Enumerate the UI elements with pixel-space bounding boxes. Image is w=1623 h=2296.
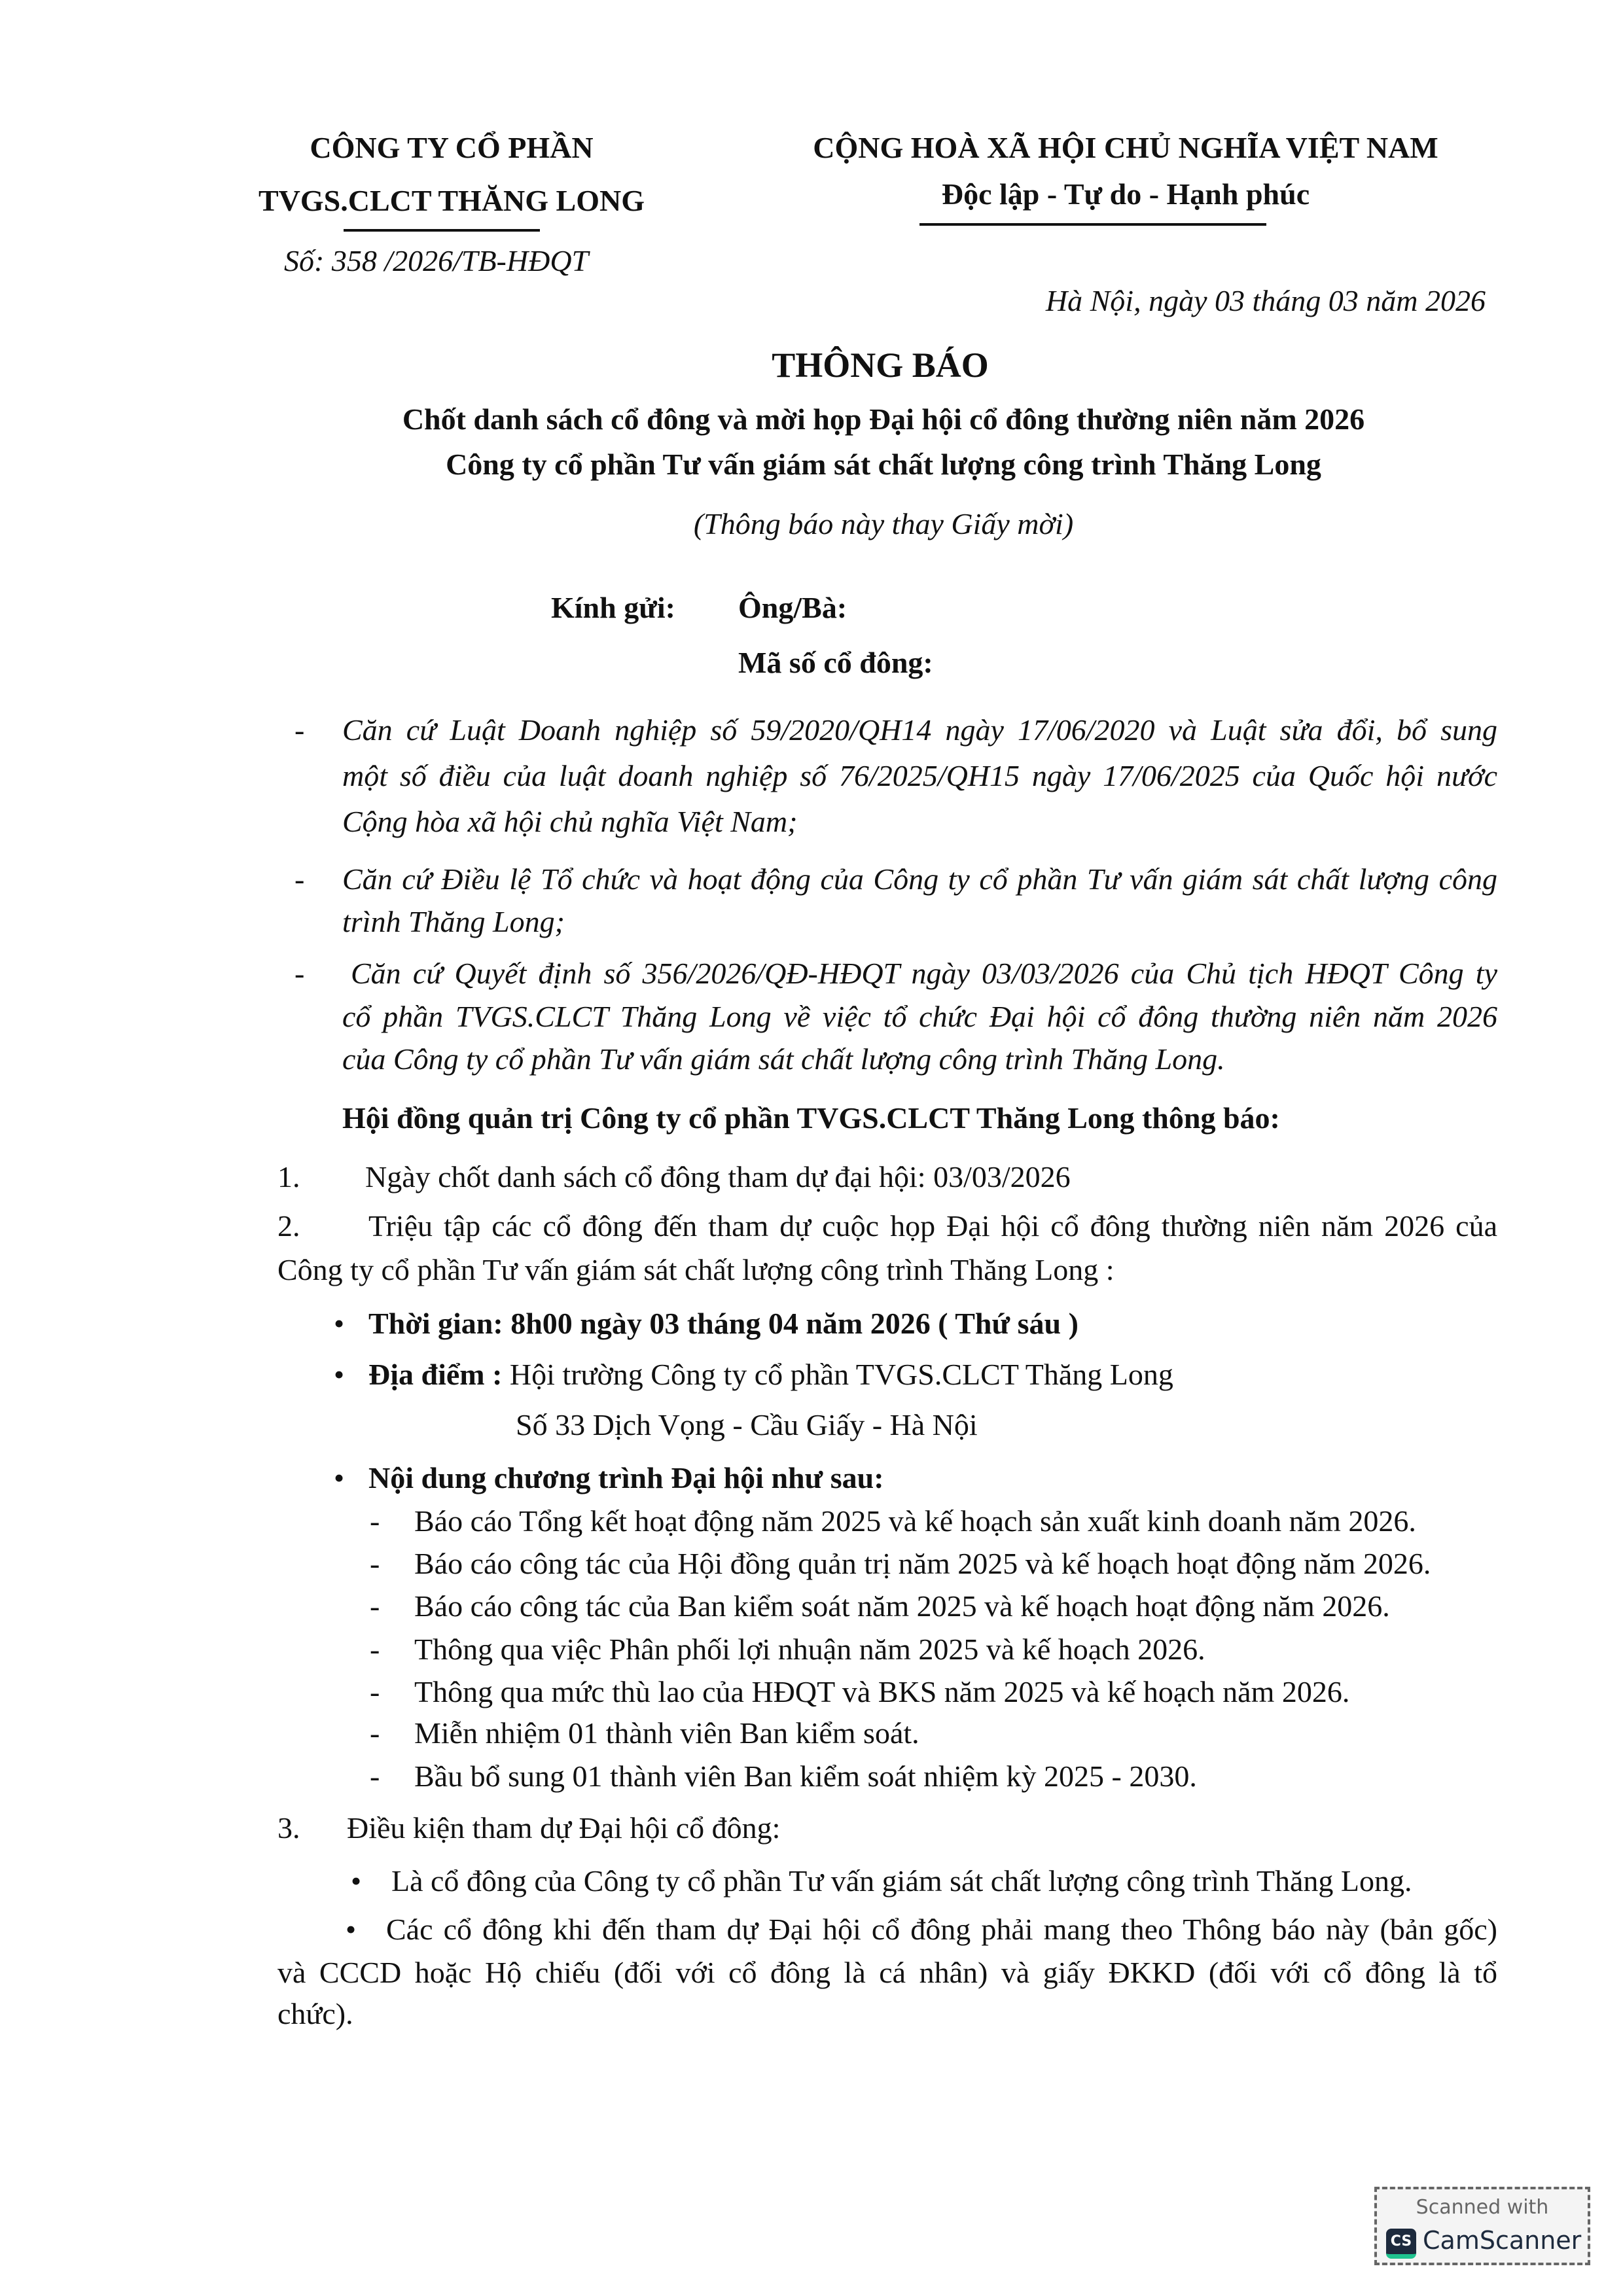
basis-1-line: Căn cứ Luật Doanh nghiệp số 59/2020/QH14 ngày 17/06/2020 và Luật sửa đổi, bổ sung bbox=[342, 713, 1497, 747]
agenda-item: Báo cáo công tác của Ban kiểm soát năm 2025 và kế hoạch hoạt động năm 2026. bbox=[414, 1589, 1390, 1623]
item-number: 1. bbox=[277, 1160, 300, 1193]
dash-bullet: - bbox=[294, 713, 305, 747]
meeting-time: Thời gian: 8h00 ngày 03 tháng 04 năm 2026 ( Thứ sáu ) bbox=[368, 1307, 1079, 1340]
place-date: Hà Nội, ngày 03 tháng 03 năm 2026 bbox=[1045, 284, 1486, 317]
bullet: • bbox=[351, 1864, 362, 1898]
dash-bullet: - bbox=[370, 1716, 380, 1750]
meeting-place bbox=[368, 1356, 1173, 1393]
item-number: 3. bbox=[277, 1811, 300, 1845]
agenda-item: Thông qua mức thù lao của HĐQT và BKS năm 2025 và kế hoạch năm 2026. bbox=[414, 1675, 1350, 1708]
document-title: THÔNG BÁO bbox=[772, 345, 989, 385]
company-name-line2: TVGS.CLCT THĂNG LONG bbox=[258, 184, 645, 217]
agenda-label: Nội dung chương trình Đại hội như sau: bbox=[368, 1461, 884, 1494]
basis-3-line: cổ phần TVGS.CLCT Thăng Long về việc tổ chức Đại hội cổ đông thường niên năm 2026 bbox=[342, 1000, 1497, 1033]
place-label: Địa điểm : bbox=[368, 1358, 503, 1391]
basis-3-line: của Công ty cổ phần Tư vấn giám sát chất lượng công trình Thăng Long. bbox=[342, 1042, 1225, 1076]
bullet: • bbox=[334, 1358, 345, 1391]
nation-title: CỘNG HOÀ XÃ HỘI CHỦ NGHĨA VIỆT NAM bbox=[813, 131, 1438, 164]
basis-3-line: Căn cứ Quyết định số 356/2026/QĐ-HĐQT ngày 03/03/2026 của Chủ tịch HĐQT Công ty bbox=[351, 957, 1497, 990]
dash-bullet: - bbox=[370, 1504, 380, 1538]
basis-1-line: Cộng hòa xã hội chủ nghĩa Việt Nam; bbox=[342, 805, 798, 838]
title-subtitle-2: Công ty cổ phần Tư vấn giám sát chất lượng công trình Thăng Long bbox=[446, 448, 1321, 481]
dash-bullet: - bbox=[370, 1589, 380, 1623]
condition-2-cont: và CCCD hoặc Hộ chiếu (đối với cổ đông là cá nhân) và giấy ĐKKD (đối với cổ đông là tổ bbox=[277, 1956, 1497, 1989]
camscanner-logo-icon: CS bbox=[1386, 2229, 1416, 2259]
condition-2-end: chức). bbox=[277, 1997, 353, 2030]
dash-bullet: - bbox=[370, 1633, 380, 1666]
agenda-item: Bầu bổ sung 01 thành viên Ban kiểm soát nhiệm kỳ 2025 - 2030. bbox=[414, 1759, 1197, 1793]
announce-intro: Hội đồng quản trị Công ty cổ phần TVGS.CLCT Thăng Long thông báo: bbox=[342, 1101, 1280, 1135]
meeting-invitation-cont: Công ty cổ phần Tư vấn giám sát chất lượng công trình Thăng Long : bbox=[277, 1253, 1115, 1286]
recipient-name-label: Ông/Bà: bbox=[738, 591, 847, 624]
agenda-item: Báo cáo công tác của Hội đồng quản trị năm 2025 và kế hoạch hoạt động năm 2026. bbox=[414, 1547, 1431, 1580]
bullet: • bbox=[334, 1307, 345, 1340]
title-note: (Thông báo này thay Giấy mời) bbox=[693, 507, 1074, 540]
place-value: Hội trường Công ty cổ phần TVGS.CLCT Thăng Long bbox=[509, 1358, 1173, 1391]
camscanner-watermark bbox=[1374, 2187, 1590, 2265]
basis-2-line: Căn cứ Điều lệ Tổ chức và hoạt động của Công ty cổ phần Tư vấn giám sát chất lượng công bbox=[342, 862, 1497, 896]
condition-1: Là cổ đông của Công ty cổ phần Tư vấn giám sát chất lượng công trình Thăng Long. bbox=[391, 1864, 1412, 1898]
basis-2-line: trình Thăng Long; bbox=[342, 905, 565, 938]
item-number: 2. bbox=[277, 1209, 300, 1243]
watermark-text: Scanned with bbox=[1416, 2196, 1549, 2219]
shareholder-code-label: Mã số cổ đông: bbox=[738, 646, 933, 679]
agenda-item: Thông qua việc Phân phối lợi nhuận năm 2025 và kế hoạch 2026. bbox=[414, 1633, 1205, 1666]
dash-bullet: - bbox=[370, 1547, 380, 1580]
dash-bullet: - bbox=[294, 862, 305, 896]
dash-bullet: - bbox=[370, 1675, 380, 1708]
condition-2: Các cổ đông khi đến tham dự Đại hội cổ đông phải mang theo Thông báo này (bản gốc) bbox=[386, 1913, 1497, 1946]
motto-underline bbox=[919, 223, 1266, 226]
company-name-line1: CÔNG TY CỔ PHẦN bbox=[310, 131, 594, 164]
meeting-address: Số 33 Dịch Vọng - Cầu Giấy - Hà Nội bbox=[516, 1408, 978, 1441]
agenda-item: Miễn nhiệm 01 thành viên Ban kiểm soát. bbox=[414, 1716, 919, 1750]
agenda-item: Báo cáo Tổng kết hoạt động năm 2025 và kế hoạch sản xuất kinh doanh năm 2026. bbox=[414, 1504, 1416, 1538]
bullet: • bbox=[346, 1913, 357, 1946]
dash-bullet: - bbox=[370, 1759, 380, 1793]
document-number: Số: 358 /2026/TB-HĐQT bbox=[284, 244, 589, 277]
recipient-label: Kính gửi: bbox=[551, 591, 675, 624]
meeting-invitation: Triệu tập các cổ đông đến tham dự cuộc họp Đại hội cổ đông thường niên năm 2026 của bbox=[368, 1209, 1497, 1243]
dash-bullet: - bbox=[294, 957, 305, 990]
record-date: Ngày chốt danh sách cổ đông tham dự đại hội: 03/03/2026 bbox=[365, 1160, 1071, 1193]
bullet: • bbox=[334, 1461, 345, 1494]
title-subtitle-1: Chốt danh sách cổ đông và mời họp Đại hội cổ đông thường niên năm 2026 bbox=[402, 402, 1365, 436]
basis-1-line: một số điều của luật doanh nghiệp số 76/2025/QH15 ngày 17/06/2025 của Quốc hội nước bbox=[342, 759, 1497, 792]
watermark-brand: CamScanner bbox=[1423, 2226, 1582, 2255]
conditions-label: Điều kiện tham dự Đại hội cổ đông: bbox=[347, 1811, 781, 1845]
nation-motto: Độc lập - Tự do - Hạnh phúc bbox=[941, 177, 1310, 211]
company-underline bbox=[344, 229, 540, 232]
